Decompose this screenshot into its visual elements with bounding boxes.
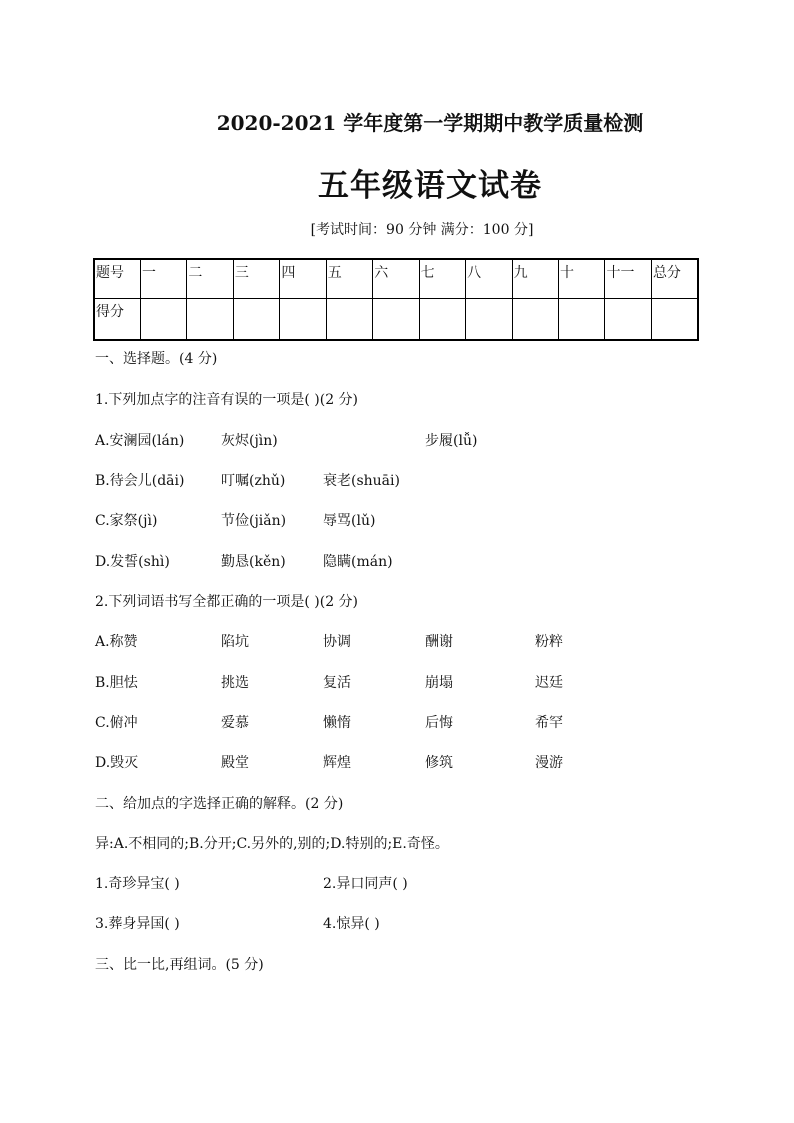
section-3-heading: 三、比一比,再组词。(5 分) [95,957,264,973]
s2-item-4: 4.惊异( ) [323,916,380,932]
q2-option-b-item-1: B.胆怯 [95,675,138,691]
score-cell-q7: 七 [419,259,465,299]
q1-option-c-item-2: 节俭(jiǎn) [221,513,287,529]
score-cell-q4: 四 [280,259,326,299]
score-input-cell [326,299,372,341]
q2-option-b-item-4: 崩塌 [425,675,453,691]
q2-option-b-item-2: 挑选 [221,675,249,691]
question-2-stem: 2.下列词语书写全都正确的一项是( )(2 分) [95,594,359,610]
score-cell-q11: 十一 [605,259,651,299]
score-input-cell [512,299,558,341]
section-1-heading: 一、选择题。(4 分) [95,351,218,367]
score-cell-q5: 五 [326,259,372,299]
score-cell-q6: 六 [373,259,419,299]
score-row-label: 得分 [94,299,140,341]
q2-option-c-item-1: C.俯冲 [95,715,138,731]
score-cell-q8: 八 [466,259,512,299]
q2-option-d-item-4: 修筑 [425,755,453,771]
score-input-cell [233,299,279,341]
q2-option-c-item-5: 希罕 [535,715,563,731]
score-cell-q2: 二 [187,259,233,299]
q1-option-b-item-3: 衰老(shuāi) [323,473,400,489]
exam-duration-score: [考试时间：90 分钟 满分：100 分] [310,222,534,238]
q2-option-a-item-4: 酬谢 [425,634,453,650]
q2-option-d-item-2: 殿堂 [221,755,249,771]
score-cell-q10: 十 [559,259,605,299]
q2-option-d-item-3: 辉煌 [323,755,351,771]
score-table-header-row [94,259,698,299]
s2-item-2: 2.异口同声( ) [323,876,408,892]
q2-option-c-item-4: 后悔 [425,715,453,731]
q1-option-d-item-2: 勤恳(kěn) [221,554,286,570]
score-input-cell [187,299,233,341]
score-input-cell [651,299,698,341]
score-input-cell [605,299,651,341]
q2-option-a-item-2: 陷坑 [221,634,249,650]
q2-option-c-item-3: 懒惰 [323,715,351,731]
score-cell-q3: 三 [233,259,279,299]
score-cell-q1: 一 [140,259,186,299]
s2-item-3: 3.葬身异国( ) [95,916,180,932]
score-table [93,258,699,341]
score-input-cell [419,299,465,341]
score-input-cell [280,299,326,341]
score-cell-total: 总分 [651,259,698,299]
q1-option-a-item-1: A.安澜园(lán) [95,433,185,449]
q2-option-d-item-1: D.毁灭 [95,755,139,771]
score-cell-label: 题号 [94,259,140,299]
score-input-cell [373,299,419,341]
section-2-heading: 二、给加点的字选择正确的解释。(2 分) [95,796,344,812]
score-cell-q9: 九 [512,259,558,299]
score-input-cell [559,299,605,341]
q1-option-b-item-1: B.待会儿(dāi) [95,473,185,489]
q2-option-b-item-5: 迟廷 [535,675,563,691]
q1-option-d-item-3: 隐瞒(mán) [323,554,393,570]
q2-option-a-item-1: A.称赞 [95,634,138,650]
question-1-stem: 1.下列加点字的注音有误的一项是( )(2 分) [95,392,359,408]
q1-option-a-item-2: 灰烬(jìn) [221,433,278,449]
q1-option-c-item-3: 辱骂(lǔ) [323,513,376,529]
q1-option-c-item-1: C.家祭(jì) [95,513,158,529]
q1-option-b-item-2: 叮嘱(zhǔ) [221,473,286,489]
q2-option-c-item-2: 爱慕 [221,715,249,731]
q2-option-a-item-3: 协调 [323,634,351,650]
q2-option-a-item-5: 粉粹 [535,634,563,650]
q2-option-d-item-5: 漫游 [535,755,563,771]
score-table-score-row [94,299,698,341]
score-input-cell [140,299,186,341]
exam-term-title: 2020-2021 学年度第一学期期中教学质量检测 [216,111,644,135]
section-2-definition: 异:A.不相同的;B.分开;C.另外的,别的;D.特别的;E.奇怪。 [95,836,449,852]
score-input-cell [466,299,512,341]
q1-option-d-item-1: D.发誓(shì) [95,554,170,570]
q2-option-b-item-3: 复活 [323,675,351,691]
exam-title: 五年级语文试卷 [318,168,542,204]
q1-option-a-item-3: 步履(lǚ) [425,433,478,449]
s2-item-1: 1.奇珍异宝( ) [95,876,180,892]
